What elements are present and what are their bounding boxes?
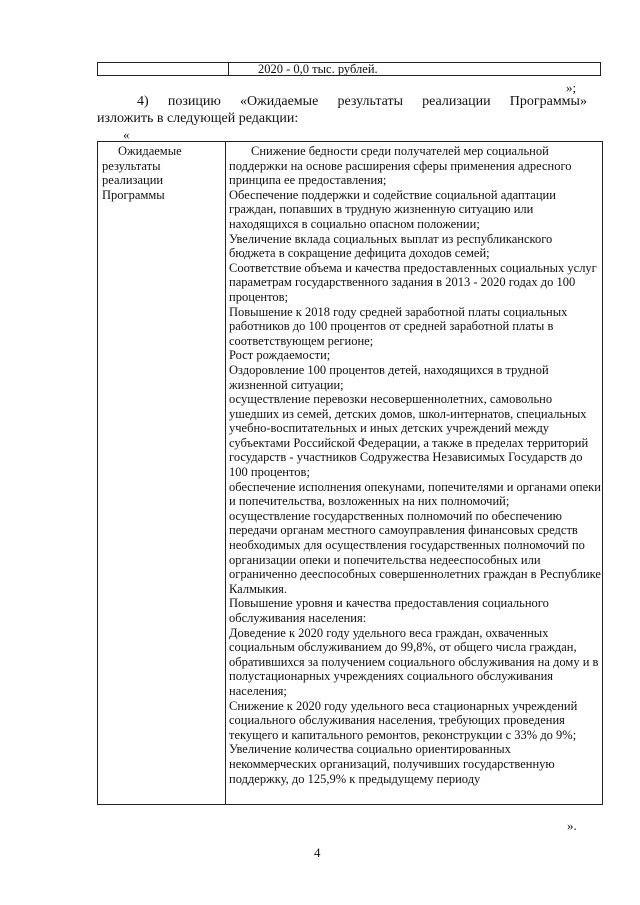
row-header	[102, 144, 222, 202]
result-item: Оздоровление 100 процентов детей, находящихся в трудной жизненной ситуации;	[229, 362, 549, 392]
results-list	[229, 144, 601, 786]
result-item: Доведение к 2020 году удельного веса граждан, охваченных социальным обслуживанием до 99,8%, от общего числа граждан, обратившихся за получением социального обслуживания на дому и в полустационарных учреждениях социального обслуживания населения;	[229, 625, 599, 698]
result-item: Рост рождаемости;	[229, 348, 331, 363]
result-item: Снижение к 2020 году удельного веса стационарных учреждений социального обслуживания населения, требующих проведения текущего и капитального ремонтов, реконструкции с 33% до 9%;	[229, 698, 578, 742]
table-column-divider	[225, 142, 226, 804]
result-item: осуществление государственных полномочий по обеспечению передачи органам местного самоуправления финансовых средств необходимых для осуществления государственных полномочий по организации опеки и попечительства недееспособных или ограниченно дееспособных совершеннолетних граждан в Республике Калмыкия.	[229, 508, 601, 596]
result-item: Увеличение количества социально ориентированных некоммерческих организаций, получивших государственную поддержку, до 125,9% к предыдущему периоду	[229, 742, 555, 786]
row-header-line: Ожидаемые	[118, 144, 182, 158]
paragraph-word: результаты	[337, 94, 403, 109]
row-header-line: Программы	[102, 187, 165, 202]
paragraph-word: позицию	[167, 94, 221, 109]
paragraph-line-2: изложить в следующей редакции:	[97, 111, 299, 126]
opening-quote: «	[123, 127, 130, 142]
top-table-row	[97, 62, 601, 76]
paragraph-word: Программы»	[509, 94, 587, 109]
result-item: Повышение уровня и качества предоставления социального обслуживания населения:	[229, 596, 549, 625]
page-number: 4	[314, 845, 321, 860]
result-item: Соответствие объема и качества предоставленных социальных услуг параметрам государственного задания в 2013 - 2020 годах до 100 процентов;	[229, 260, 597, 304]
result-item: Обеспечение поддержки и содействие социальной адаптации граждан, попавших в трудную жизненную ситуацию или находящихся в социально опасном положении;	[229, 187, 556, 231]
table-column-divider	[228, 63, 229, 75]
amendment-paragraph	[97, 93, 587, 127]
result-item: осуществление перевозки несовершеннолетних, самовольно ушедших из семей, детских домов, школ-интернатов, специальных учебно-воспитательных и иных детских учреждений между субъектами Российской Федерации, а также в пределах территорий государств - участников Содружества Независимых Государств до 100 процентов;	[229, 392, 589, 480]
expected-results-table	[97, 141, 603, 805]
result-item: Увеличение вклада социальных выплат из республиканского бюджета в сокращение дефицита доходов семей;	[229, 231, 553, 261]
paragraph-word: «Ожидаемые	[239, 94, 319, 109]
result-item: Повышение к 2018 году средней заработной платы социальных работников до 100 процентов от средней заработной платы в соответствующем регионе;	[229, 304, 568, 348]
result-item: Снижение бедности среди получателей мер социальной поддержки на основе расширения сферы применения адресного принципа ее предоставления;	[229, 144, 572, 188]
closing-quote-final: ».	[567, 818, 577, 833]
closing-quote: »;	[566, 80, 577, 95]
paragraph-word: реализации	[422, 94, 491, 109]
funding-2020-cell: 2020 - 0,0 тыс. рублей.	[258, 62, 378, 76]
row-header-line: результаты	[102, 158, 161, 173]
result-item: обеспечение исполнения опекунами, попечителями и органами опеки и попечительства, возложенных на них полномочий;	[229, 479, 601, 509]
item-number: 4)	[137, 94, 149, 109]
row-header-line: реализации	[102, 173, 164, 188]
